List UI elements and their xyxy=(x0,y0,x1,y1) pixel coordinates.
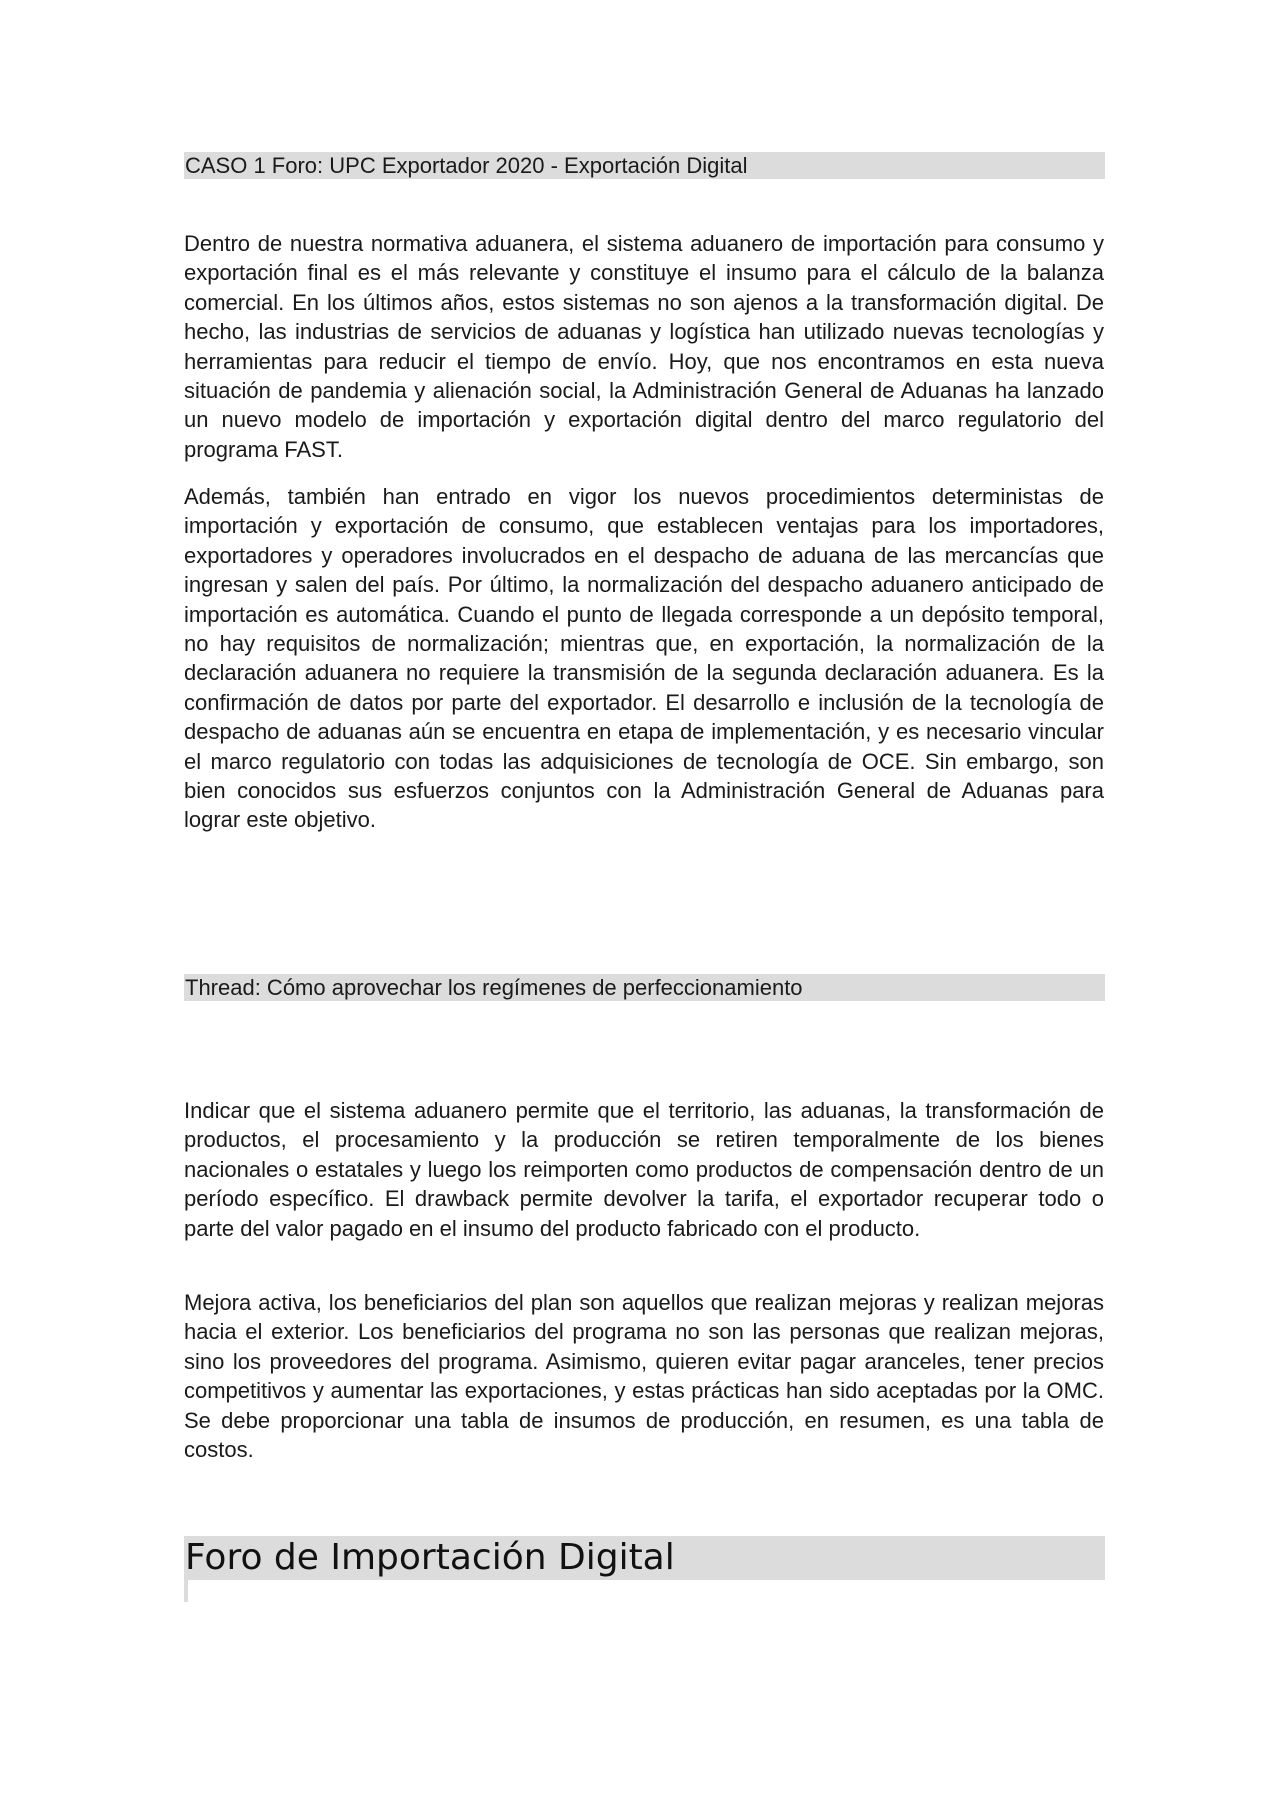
text-cursor-mark xyxy=(184,1580,188,1602)
thread-heading: Thread: Cómo aprovechar los regímenes de perfeccionamiento xyxy=(184,974,1105,1001)
thread-paragraph-1: Indicar que el sistema aduanero permite que el territorio, las aduanas, la transformación de productos, el procesamiento y la producción se retiren temporalmente de los bienes nacionales o estatales y luego los reimporten como productos de compensación dentro de un período específico. El drawback permite devolver la tarifa, el exportador recuperar todo o parte del valor pagado en el insumo del producto fabricado con el producto. xyxy=(184,1098,1104,1241)
thread-paragraph-2: Mejora activa, los beneficiarios del plan son aquellos que realizan mejoras y realizan mejoras hacia el exterior. Los beneficiarios del programa no son las personas que realizan mejoras, sino los proveedores del programa. Asimismo, quieren evitar pagar aranceles, tener precios competitivos y aumentar las exportaciones, y estas prácticas han sido aceptadas por la OMC. Se debe proporcionar una tabla de insumos de producción, en resumen, es una tabla de costos. xyxy=(184,1290,1104,1463)
forum-heading: Foro de Importación Digital xyxy=(184,1536,1105,1580)
case-paragraph-1: Dentro de nuestra normativa aduanera, el sistema aduanero de importación para consumo y exportación final es el más relevante y constituye el insumo para el cálculo de la balanza comercial. En los últimos años, estos sistemas no son ajenos a la transformación digital. De hecho, las industrias de servicios de aduanas y logística han utilizado nuevas tecnologías y herramientas para reducir el tiempo de envío. Hoy, que nos encontramos en esta nueva situación de pandemia y alienación social, la Administración General de Aduanas ha lanzado un nuevo modelo de importación y exportación digital dentro del marco regulatorio del programa FAST. xyxy=(184,231,1104,462)
case-paragraph-2: Además, también han entrado en vigor los nuevos procedimientos deterministas de importación y exportación de consumo, que establecen ventajas para los importadores, exportadores y operadores involucrados en el despacho de aduana de las mercancías que ingresan y salen del país. Por último, la normalización del despacho aduanero anticipado de importación es automática. Cuando el punto de llegada corresponde a un depósito temporal, no hay requisitos de normalización; mientras que, en exportación, la normalización de la declaración aduanera no requiere la transmisión de la segunda declaración aduanera. Es la confirmación de datos por parte del exportador. El desarrollo e inclusión de la tecnología de despacho de aduanas aún se encuentra en etapa de implementación, y es necesario vincular el marco regulatorio con todas las adquisiciones de tecnología de OCE. Sin embargo, son bien conocidos sus esfuerzos conjuntos con la Administración General de Aduanas para lograr este objetivo. xyxy=(184,484,1104,833)
case-heading: CASO 1 Foro: UPC Exportador 2020 - Exportación Digital xyxy=(184,152,1105,179)
